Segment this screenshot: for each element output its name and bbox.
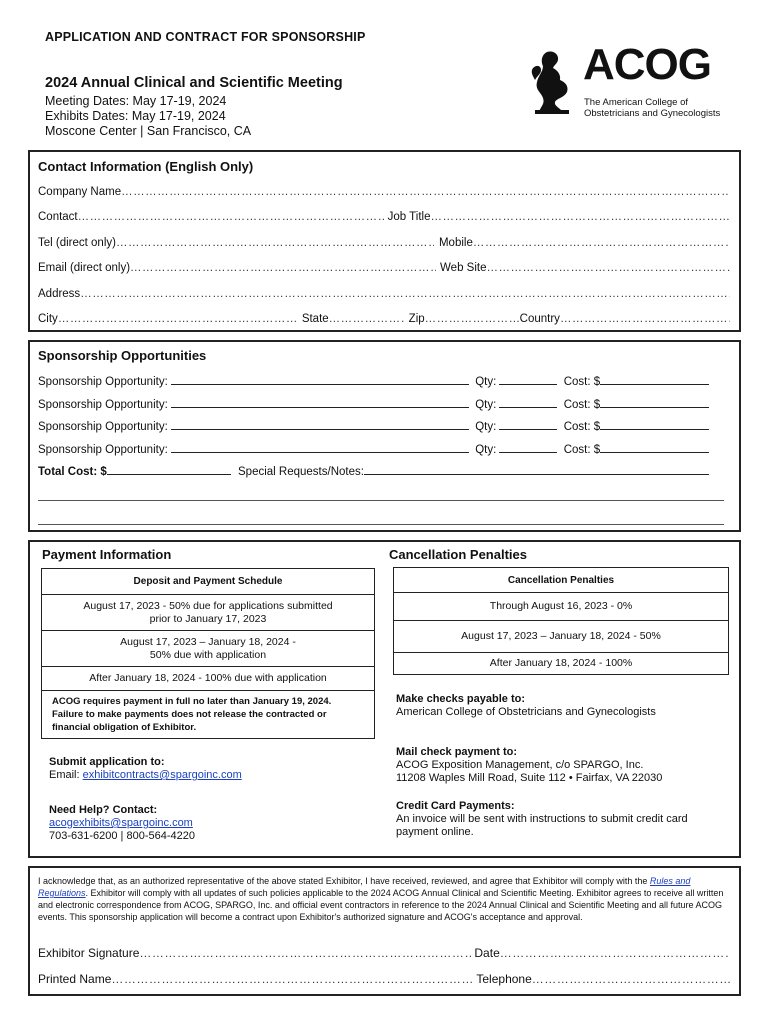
- contact-title: Contact Information (English Only): [38, 159, 254, 174]
- special-requests-label: Special Requests/Notes:: [238, 466, 364, 478]
- country-label: Country: [519, 313, 560, 325]
- address-label: Address: [38, 288, 81, 300]
- submit-block: [49, 756, 242, 782]
- card-text: An invoice will be sent with instructions to submit credit card payment online.: [396, 813, 688, 838]
- tel-mobile-row[interactable]: [38, 237, 730, 249]
- opportunity-input[interactable]: [171, 441, 469, 453]
- mobile-label: Mobile: [438, 237, 473, 249]
- signature-label: Exhibitor Signature: [38, 946, 140, 960]
- tel-label: Tel (direct only): [38, 237, 116, 249]
- total-cost-input[interactable]: [107, 463, 231, 475]
- website-label: Web Site: [440, 262, 487, 274]
- company-field[interactable]: [38, 186, 730, 198]
- submit-label: Submit application to:: [49, 756, 165, 768]
- sponsorship-row-2[interactable]: [38, 396, 709, 411]
- rules-link[interactable]: Rules and Regulations: [38, 876, 691, 898]
- help-label: Need Help? Contact:: [49, 804, 158, 816]
- notes-line-1[interactable]: [38, 500, 724, 501]
- city-label: City: [38, 313, 58, 325]
- cost-input[interactable]: [600, 396, 709, 408]
- exhibit-dates: Exhibits Dates: May 17-19, 2024: [45, 109, 226, 123]
- cancellation-table: [393, 567, 729, 675]
- state-label: State: [301, 313, 329, 325]
- cost-input[interactable]: [600, 373, 709, 385]
- submit-email-prefix: Email:: [49, 769, 83, 781]
- qty-input[interactable]: [499, 418, 557, 430]
- help-phone: 703-631-6200 | 800-564-4220: [49, 830, 195, 842]
- sponsorship-row-3[interactable]: [38, 418, 709, 433]
- checks-value: American College of Obstetricians and Gynecologists: [396, 706, 656, 718]
- cost-label: Cost: $: [563, 376, 601, 388]
- help-email-link[interactable]: acogexhibits@spargoinc.com: [49, 817, 193, 829]
- qty-input[interactable]: [499, 396, 557, 408]
- checks-block: [396, 693, 726, 719]
- cancellation-title: Cancellation Penalties: [389, 547, 527, 562]
- mail-line-1: ACOG Exposition Management, c/o SPARGO, Inc.: [396, 759, 644, 771]
- city-state-zip-row[interactable]: [38, 313, 730, 325]
- payment-title: Payment Information: [42, 547, 172, 562]
- acog-logo: [527, 40, 727, 124]
- opportunity-input[interactable]: [171, 418, 469, 430]
- job-title-label: Job Title: [387, 211, 431, 223]
- logo-name: ACOG: [583, 40, 711, 89]
- total-row[interactable]: [38, 463, 709, 478]
- cancellation-table-header: Cancellation Penalties: [394, 568, 729, 593]
- payment-notice: ACOG requires payment in full no later than January 19, 2024. Failure to make payments does not release the contracted or financial obligation of Exhibitor.: [42, 691, 375, 739]
- signature-row[interactable]: [38, 946, 730, 960]
- qty-label: Qty:: [475, 421, 497, 433]
- mail-label: Mail check payment to:: [396, 746, 518, 758]
- opportunity-label: Sponsorship Opportunity:: [38, 421, 168, 433]
- payment-row-2: August 17, 2023 – January 18, 2024 - 50% due with application: [42, 631, 375, 667]
- printed-name-label: Printed Name: [38, 972, 112, 986]
- total-cost-label: Total Cost: $: [38, 466, 107, 478]
- sponsorship-title: Sponsorship Opportunities: [38, 348, 207, 363]
- opportunity-input[interactable]: [171, 373, 469, 385]
- qty-label: Qty:: [475, 444, 497, 456]
- date-label: Date: [474, 946, 500, 960]
- qty-input[interactable]: [499, 373, 557, 385]
- mail-line-2: 11208 Waples Mill Road, Suite 112 • Fairfax, VA 22030: [396, 772, 663, 784]
- logo-subtitle-2: Obstetricians and Gynecologists: [584, 108, 721, 119]
- checks-label: Make checks payable to:: [396, 693, 526, 705]
- telephone-label: Telephone: [476, 972, 532, 986]
- opportunity-label: Sponsorship Opportunity:: [38, 399, 168, 411]
- submit-email-link[interactable]: exhibitcontracts@spargoinc.com: [82, 769, 242, 781]
- sponsorship-row-1[interactable]: [38, 373, 709, 388]
- email-website-row[interactable]: [38, 262, 730, 274]
- payment-schedule-table: [41, 568, 375, 739]
- card-block: [396, 800, 716, 839]
- opportunity-label: Sponsorship Opportunity:: [38, 376, 168, 388]
- acknowledgement-text: I acknowledge that, as an authorized representative of the above stated Exhibitor, I have received, reviewed, and agree that Exhibitor will comply with the Rules and Regulations. Exhibitor will comply with all updates of such policies applicable to the 2024 ACOG Annual Clinical and Scientific Meeting. Exhibitor agrees to receive all written and electronic correspondence from ACOG, SPARGO, Inc. and official event contractors in reference to the 2024 Annual Clinical and Scientific Meeting and all future ACOG events. This sponsorship application will become a contract upon Exhibitor's authorized signature and ACOG's acceptance and approval.: [38, 876, 724, 922]
- zip-label: Zip: [408, 313, 425, 325]
- sponsorship-section: [28, 340, 741, 532]
- email-label: Email (direct only): [38, 262, 131, 274]
- contact-job-row[interactable]: [38, 211, 730, 223]
- mother-child-emblem-icon: [527, 50, 579, 116]
- document-title: APPLICATION AND CONTRACT FOR SPONSORSHIP: [45, 30, 366, 44]
- cancellation-row-1: Through August 16, 2023 - 0%: [394, 593, 729, 621]
- cost-label: Cost: $: [563, 421, 601, 433]
- payment-row-3: After January 18, 2024 - 100% due with application: [42, 667, 375, 691]
- address-field[interactable]: [38, 288, 730, 300]
- cancellation-row-2: August 17, 2023 – January 18, 2024 - 50%: [394, 621, 729, 653]
- logo-subtitle-1: The American College of: [584, 97, 689, 108]
- qty-label: Qty:: [475, 399, 497, 411]
- sponsorship-row-4[interactable]: [38, 441, 709, 456]
- opportunity-label: Sponsorship Opportunity:: [38, 444, 168, 456]
- qty-label: Qty:: [475, 376, 497, 388]
- cost-label: Cost: $: [563, 399, 601, 411]
- contact-label: Contact: [38, 211, 78, 223]
- cost-input[interactable]: [600, 418, 709, 430]
- cost-label: Cost: $: [563, 444, 601, 456]
- help-block: [49, 804, 195, 843]
- meeting-title: 2024 Annual Clinical and Scientific Meeting: [45, 75, 343, 91]
- venue: Moscone Center | San Francisco, CA: [45, 124, 252, 138]
- meeting-dates: Meeting Dates: May 17-19, 2024: [45, 94, 227, 108]
- payment-row-1: August 17, 2023 - 50% due for applications submitted prior to January 17, 2023: [42, 595, 375, 631]
- company-label: Company Name: [38, 186, 122, 198]
- opportunity-input[interactable]: [171, 396, 469, 408]
- cost-input[interactable]: [600, 441, 709, 453]
- printed-name-row[interactable]: [38, 972, 730, 986]
- notes-line-2[interactable]: [38, 524, 724, 525]
- mail-block: [396, 746, 726, 785]
- special-requests-input[interactable]: [364, 463, 709, 475]
- card-label: Credit Card Payments:: [396, 800, 515, 812]
- payment-table-header: Deposit and Payment Schedule: [42, 569, 375, 595]
- cancellation-row-3: After January 18, 2024 - 100%: [394, 653, 729, 675]
- qty-input[interactable]: [499, 441, 557, 453]
